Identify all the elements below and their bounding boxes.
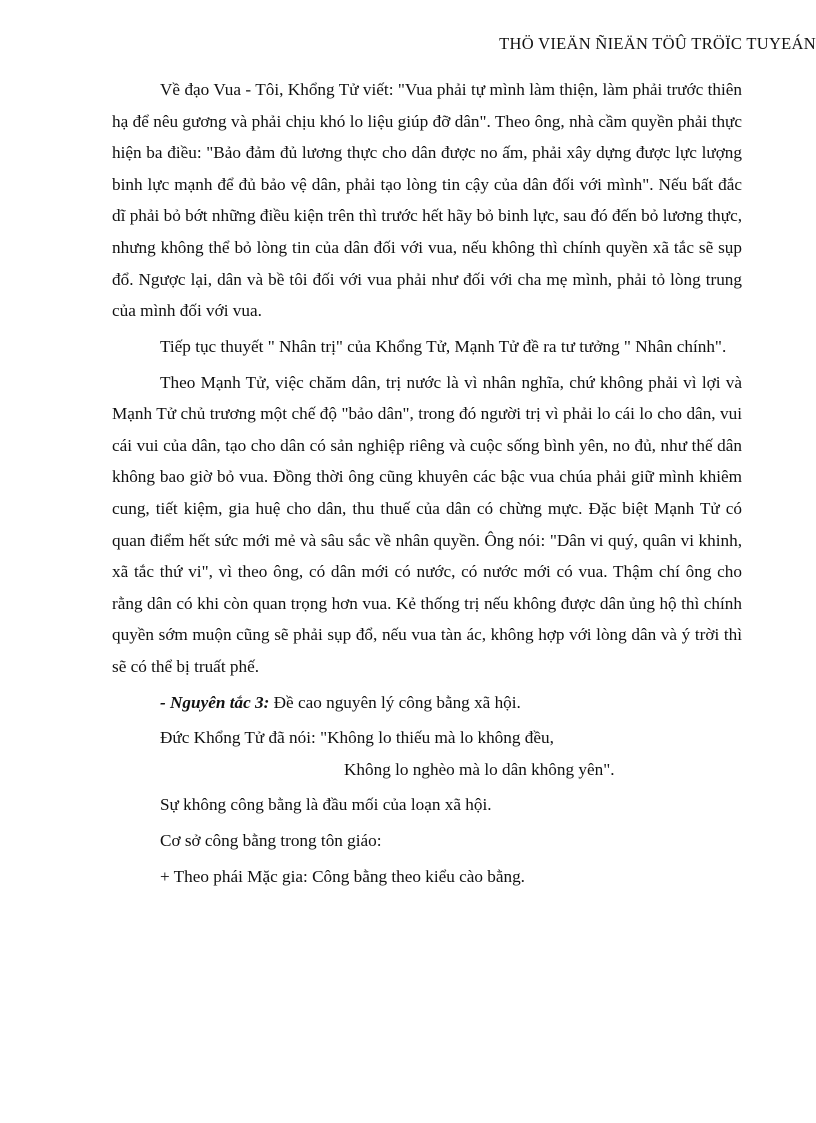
header-title: THÖ VIEÄN ÑIEÄN TÖÛ TRÖÏC TUYEÁN bbox=[499, 34, 816, 53]
paragraph-mencius-theory: Theo Mạnh Tử, việc chăm dân, trị nước là vì nhân nghĩa, chứ không phải vì lợi và Mạnh Tử chủ trương một chế độ "bảo dân", trong đó người trị vì phải lo cái lo cho dân, vui cái vui của dân, tạo cho dân có sản nghiệp riêng và cuộc sống bình yên, no đủ, như thế dân không bao giờ bỏ vua. Đồng thời ông cũng khuyên các bậc vua chúa phải giữ mình khiêm cung, tiết kiệm, gia huệ cho dân, thu thuế của dân có chừng mực. Đặc biệt Mạnh Tử có quan điểm hết sức mới mẻ và sâu sắc về nhân quyền. Ông nói: "Dân vi quý, quân vi khinh, xã tắc thứ vi", vì theo ông, có dân mới có nước, có nước mới có vua. Thậm chí ông cho rằng dân có khi còn quan trọng hơn vua. Kẻ thống trị nếu không được dân ủng hộ thì chính quyền sớm muộn cũng sẽ phải sụp đổ, nếu vua tàn ác, không hợp với lòng dân và ý trời thì sẽ có thể bị truất phế. bbox=[112, 372, 742, 676]
paragraph-mencius-intro: Tiếp tục thuyết " Nhân trị" của Khổng Tử, Mạnh Tử đề ra tư tưởng " Nhân chính". bbox=[160, 336, 727, 356]
line-basis: Cơ sở công bằng trong tôn giáo: bbox=[160, 831, 382, 851]
principle-label: - Nguyên tắc 3: bbox=[160, 692, 270, 712]
line-injustice: Sự không công bằng là đầu mối của loạn xã hội. bbox=[160, 795, 492, 815]
page-header bbox=[420, 34, 816, 54]
quote-line-1: Đức Khổng Tử đã nói: "Không lo thiếu mà lo không đều, bbox=[160, 728, 554, 748]
paragraph-king-subject: Về đạo Vua - Tôi, Khổng Tử viết: "Vua phải tự mình làm thiện, làm phải trước thiên hạ để nêu gương và phải chịu khó lo liệu giúp đỡ dân". Theo ông, nhà cầm quyền phải thực hiện ba điều: "Bảo đảm đủ lương thực cho dân được no ấm, phải xây dựng được lực lượng binh lực mạnh để đủ bảo vệ dân, phải tạo lòng tin cậy của dân đối với mình". Nếu bất đắc dĩ phải bỏ bớt những điều kiện trên thì trước hết hãy bỏ binh lực, sau đó đến bỏ lương thực, nhưng không thể bỏ lòng tin của dân đối với vua, nếu không thì chính quyền xã tắc sẽ sụp đổ. Ngược lại, dân và bề tôi đối với vua phải như đối với cha mẹ mình, phải tỏ lòng trung của mình đối với vua. bbox=[112, 80, 742, 321]
principle-text: Đề cao nguyên lý công bằng xã hội. bbox=[269, 692, 521, 712]
line-mohist: + Theo phái Mặc gia: Công bằng theo kiểu cào bằng. bbox=[160, 866, 525, 886]
document-body bbox=[112, 74, 742, 892]
quote-line-2: Không lo nghèo mà lo dân không yên". bbox=[344, 759, 615, 779]
principle-3 bbox=[112, 687, 742, 719]
